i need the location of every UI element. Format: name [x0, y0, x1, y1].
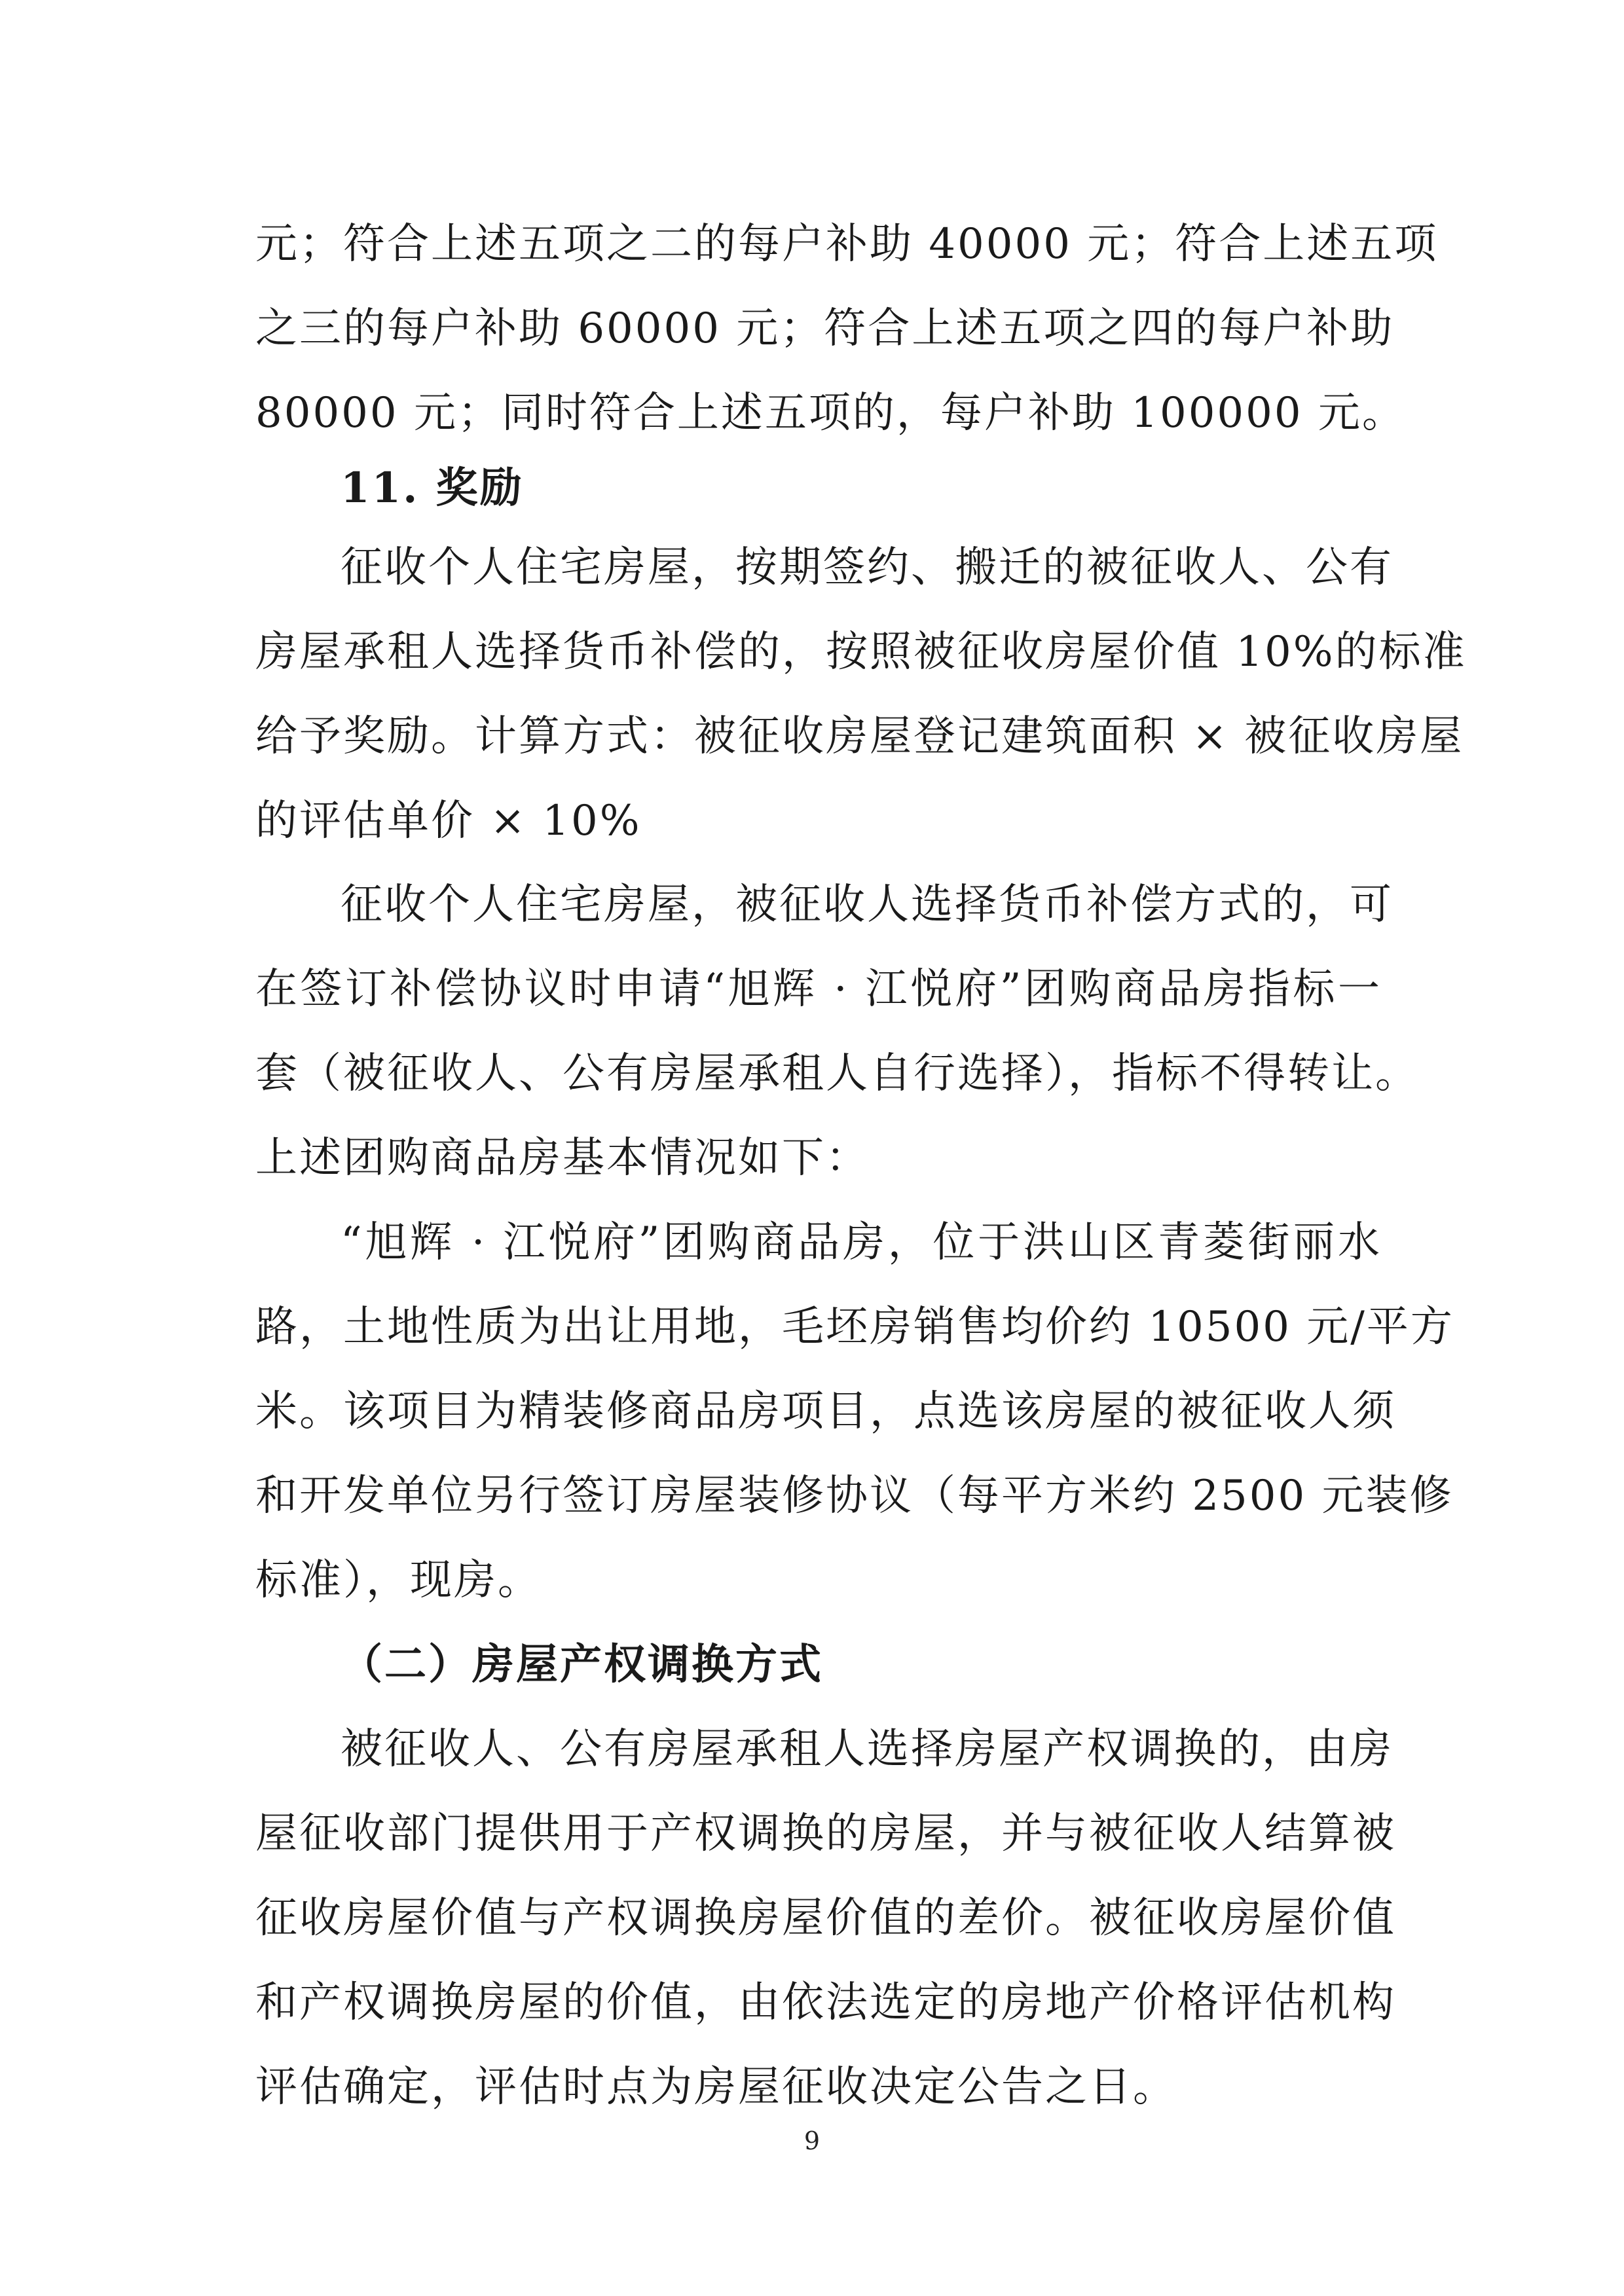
body-line: 套（被征收人、公有房屋承租人自行选择），指标不得转让。: [255, 1049, 1419, 1098]
paragraph-first-line: 被征收人、公有房屋承租人选择房屋产权调换的，由房: [341, 1725, 1393, 1774]
body-line: 在签订补偿协议时申请“旭辉 · 江悦府”团购商品房指标一: [255, 965, 1382, 1013]
body-line: 给予奖励。计算方式：被征收房屋登记建筑面积 × 被征收房屋: [255, 712, 1464, 761]
body-line: 屋征收部门提供用于产权调换的房屋，并与被征收人结算被: [255, 1810, 1396, 1858]
body-line: 之三的每户补助 60000 元；符合上述五项之四的每户补助: [255, 304, 1395, 353]
body-line: 标准），现房。: [255, 1556, 542, 1605]
body-line: 房屋承租人选择货币补偿的，按照被征收房屋价值 10%的标准: [255, 628, 1467, 676]
body-line: 和产权调换房屋的价值，由依法选定的房地产价格评估机构: [255, 1978, 1396, 2027]
body-line: 的评估单价 × 10%: [255, 797, 642, 845]
page-number: 9: [803, 2126, 821, 2155]
body-line: 路，土地性质为出让用地，毛坯房销售均价约 10500 元/平方: [255, 1303, 1454, 1351]
body-line: 征收房屋价值与产权调换房屋价值的差价。被征收房屋价值: [255, 1894, 1396, 1942]
body-line: 米。该项目为精装修商品房项目，点选该房屋的被征收人须: [255, 1387, 1396, 1436]
paragraph-first-line: “旭辉 · 江悦府”团购商品房，位于洪山区青菱街丽水: [341, 1218, 1382, 1267]
body-line: 上述团购商品房基本情况如下：: [255, 1134, 870, 1182]
paragraph-first-line: 征收个人住宅房屋，被征收人选择货币补偿方式的，可: [341, 881, 1393, 929]
paragraph-first-line: 征收个人住宅房屋，按期签约、搬迁的被征收人、公有: [341, 543, 1393, 592]
section-heading-reward: 11. 奖励: [341, 464, 524, 513]
body-line: 80000 元；同时符合上述五项的，每户补助 100000 元。: [255, 389, 1406, 437]
body-line: 和开发单位另行签订房屋装修协议（每平方米约 2500 元装修: [255, 1472, 1454, 1520]
section-heading-property-exchange: （二）房屋产权调换方式: [341, 1640, 823, 1689]
body-line: 评估确定，评估时点为房屋征收决定公告之日。: [255, 2063, 1177, 2111]
body-line: 元；符合上述五项之二的每户补助 40000 元；符合上述五项: [255, 220, 1439, 268]
